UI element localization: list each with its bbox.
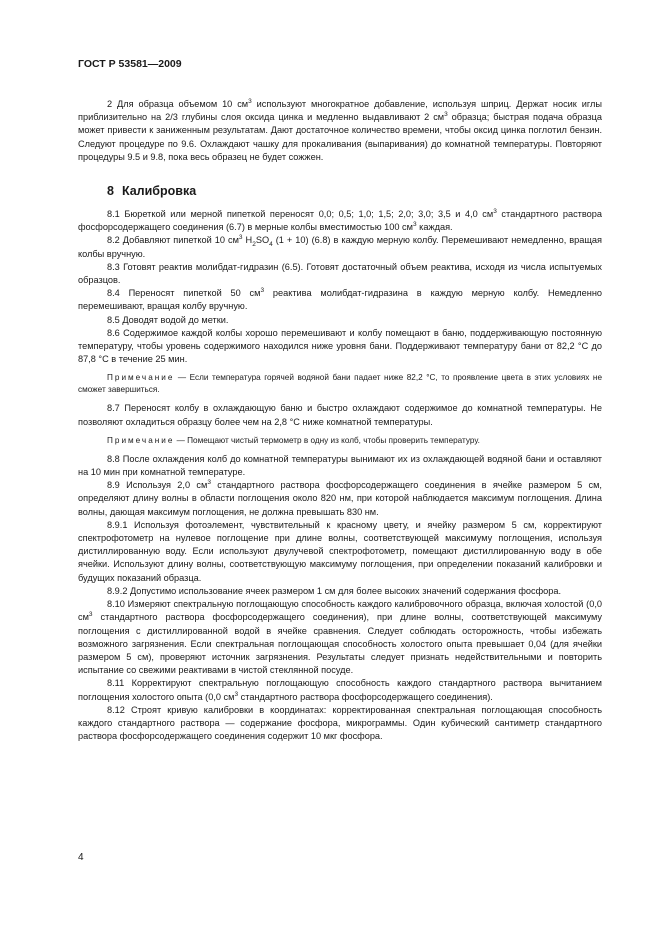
paragraph-8-9-2: 8.9.2 Допустимо использование ячеек размером 1 см для более высоких значений содержания фосфора. xyxy=(107,585,562,596)
page-number: 4 xyxy=(78,852,84,863)
paragraph-8-7: 8.7 Переносят колбу в охлаждающую баню и быстро охлаждают содержимое до комнатной температуры. Не позволяют охладиться образцу более чем на 2,8 °С ниже комнатной температуры. xyxy=(78,403,602,427)
paragraph-8-3: 8.3 Готовят реактив молибдат-гидразин (6.5). Готовят достаточный объем реактива, исходя из числа испытуемых образцов. xyxy=(78,261,602,286)
note-label: Примечание xyxy=(107,435,175,445)
section-number: 8 xyxy=(107,184,114,199)
note-1: Примечание — Если температура горячей водяной бани падает ниже 82,2 °С, то проявление цвета в этих условиях не сможет завершиться. xyxy=(78,373,602,395)
paragraph-8-9: 8.9 Используя 2,0 $см^3$ стандартного раствора фосфорсодержащего соединения в ячейке размером 5 см, определяют длину волны в области поглощения около 820 нм, при которой наблюдается максимум поглощения. Длина волны, дающая максимум поглощения, не должна превышать 830 нм. xyxy=(78,479,602,517)
paragraph-8-11: 8.11 Корректируют спектральную поглощающую способность каждого стандартного раствора вычитанием поглощения холостого опыта (0,0 $см^3$ стандартного раствора фосфорсодержащего соединения). xyxy=(78,678,602,702)
paragraph-8-5: 8.5 Доводят водой до метки. xyxy=(107,314,229,325)
note-2: Примечание — Помещают чистый термометр в одну из колб, чтобы проверить температуру. xyxy=(107,435,480,445)
note-label: Примечание xyxy=(107,373,175,383)
section-title: Калибровка xyxy=(121,184,197,199)
document-header: ГОСТ Р 53581—2009 xyxy=(78,58,182,70)
paragraph-8-2: 8.2 Добавляют пипеткой 10 $см^3$ $H_2SO_4$ (1 + 10) (6.8) в каждую мерную колбу. Перемешивают немедленно, вращая колбы вручную. xyxy=(78,234,602,259)
document-page xyxy=(78,58,602,743)
paragraph-8-12: 8.12 Строят кривую калибровки в координатах: корректированная спектральная поглощающая способность каждого стандартного раствора — содержание фосфора, микрограммы. Один кубический сантиметр стандартного раствора фосфорсодержащего соединения содержит 10 мкг фосфора. xyxy=(78,704,602,742)
paragraph-8-8: 8.8 После охлаждения колб до комнатной температуры вынимают их из охлаждающей водяной бани и оставляют на 10 мин при комнатной температуре. xyxy=(78,453,602,478)
paragraph-8-4: 8.4 Переносят пипеткой 50 $см^3$ реактива молибдат-гидразина в каждую мерную колбу. Немедленно перемешивают, вращая колбу вручную. xyxy=(78,287,603,312)
paragraph-8-9-1: 8.9.1 Используя фотоэлемент, чувствительный к красному цвету, и ячейку размером 5 см, корректируют спектрофотометр на нулевое поглощение при длине волны, соответствующей максимуму поглощения, используя дистиллированную воду. Если используют двулучевой спектрофотометр, помещают дистиллированную воду в обе ячейки. Используют длину волны, соответствующую максимуму поглощения, при определении показаний калибровки и будущих показаний образца. xyxy=(78,519,602,583)
section-heading xyxy=(107,184,602,198)
paragraph-8-1: 8.1 Бюреткой или мерной пипеткой переносят 0,0; 0,5; 1,0; 1,5; 2,0; 3,0; 3,5 и 4,0 $см^3$ стандартного раствора фосфорсодержащего соединения (6.7) в мерные колбы вместимостью 100 $см^3$ каждая. xyxy=(78,207,602,233)
intro-paragraph: 2 Для образца объемом 10 $см^3$ используют многократное добавление, используя шприц. Держат носик иглы приблизительно на 2/3 глубины слоя оксида цинка и медленно выдавливают 2 $см^3$ образца; быстрая подача образца может привести к заниженным результатам. Дают достаточное количество времени, чтобы оксид цинка поглотил бензин. Следуют процедуре по 9.6. Охлаждают чашку для прокаливания (выпаривания) до комнатной температуры. Повторяют процедуры 9.5 и 9.8, пока весь образец не будет сожжен. xyxy=(78,97,602,162)
paragraph-8-6: 8.6 Содержимое каждой колбы хорошо перемешивают и колбу помещают в баню, поддерживающую постоянную температуру, чтобы уровень содержимого находился ниже уровня бани. Поддерживают температуру бани от 82,2 °С до 87,8 °С в течение 25 мин. xyxy=(78,327,602,365)
paragraph-8-10: 8.10 Измеряют спектральную поглощающую способность каждого калибровочного образца, включая холостой (0,0 $см^3$ стандартного раствора фосфорсодержащего соединения), при длине волны, соответствующей максимуму поглощения с дистиллированной водой в ячейке сравнения. Следует соблюдать осторожность, чтобы избежать возможного загрязнения. Если спектральная поглощающая способность холостого опыта превышает 0,04 (для ячейки размером 5 см), проверяют источник загрязнения. Результаты следует признать недействительными и повторить испытание со свежими реактивами в чистой стеклянной посуде. xyxy=(78,599,602,676)
